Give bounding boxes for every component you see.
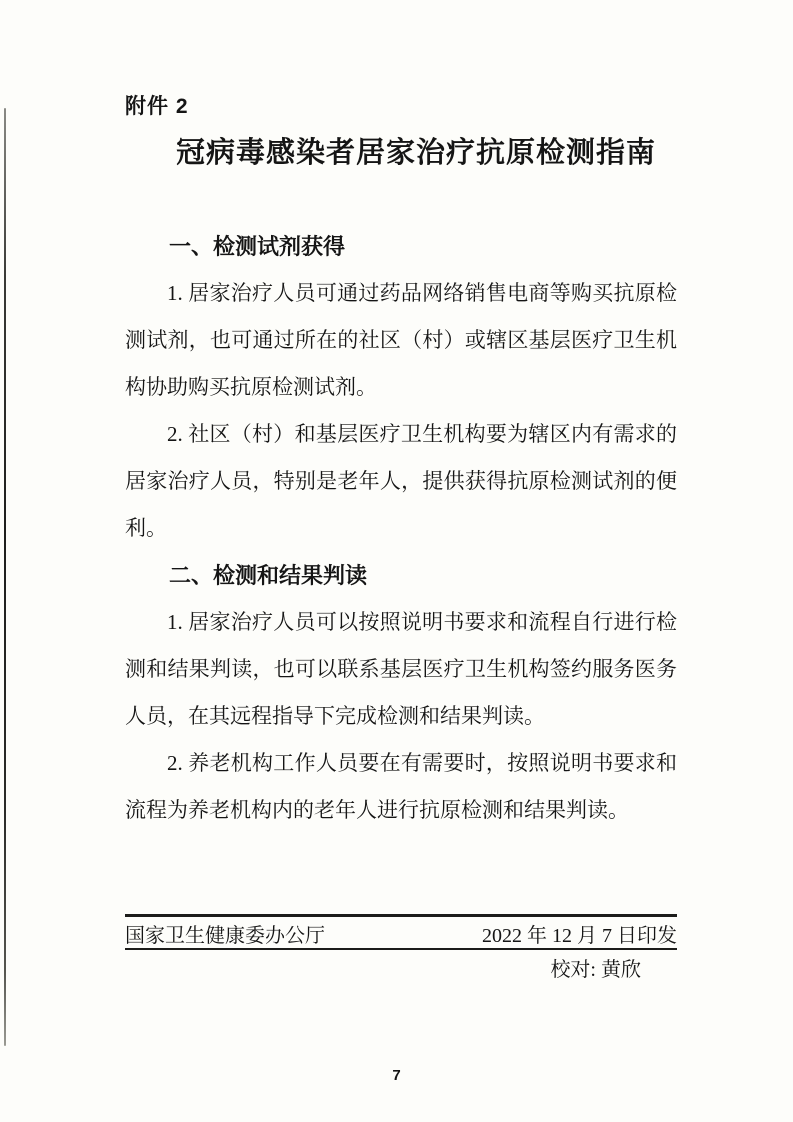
attachment-label: 附件 2 [125, 95, 189, 118]
section-1-paragraph-1: 1. 居家治疗人员可通过药品网络销售电商等购买抗原检测试剂，也可通过所在的社区（村）或辖区基层医疗卫生机构协助购买抗原检测试剂。 [125, 281, 677, 399]
footer-print-date: 2022 年 12 月 7 日印发 [482, 924, 677, 947]
section-2-paragraph-1: 1. 居家治疗人员可以按照说明书要求和流程自行进行检测和结果判读，也可以联系基层医疗卫生机构签约服务医务人员，在其远程指导下完成检测和结果判读。 [125, 610, 677, 728]
footer-row [125, 919, 677, 947]
document-title: 冠病毒感染者居家治疗抗原检测指南 [175, 137, 656, 169]
footer-top-rule [125, 914, 677, 917]
proofreader-note: 校对: 黄欣 [550, 959, 641, 981]
section-2-heading: 二、检测和结果判读 [169, 563, 368, 588]
section-2-paragraph-2: 2. 养老机构工作人员要在有需要时，按照说明书要求和流程为养老机构内的老年人进行抗原检测和结果判读。 [125, 751, 677, 822]
document-body [125, 223, 677, 834]
footer-issuer: 国家卫生健康委办公厅 [125, 924, 325, 947]
section-1-heading: 一、检测试剂获得 [169, 234, 346, 259]
section-1-paragraph-2: 2. 社区（村）和基层医疗卫生机构要为辖区内有需求的居家治疗人员，特别是老年人，提供获得抗原检测试剂的便利。 [125, 422, 677, 540]
footer-bottom-rule [125, 948, 677, 950]
scan-edge-artifact [4, 108, 6, 1046]
page-number: 7 [392, 1067, 401, 1084]
